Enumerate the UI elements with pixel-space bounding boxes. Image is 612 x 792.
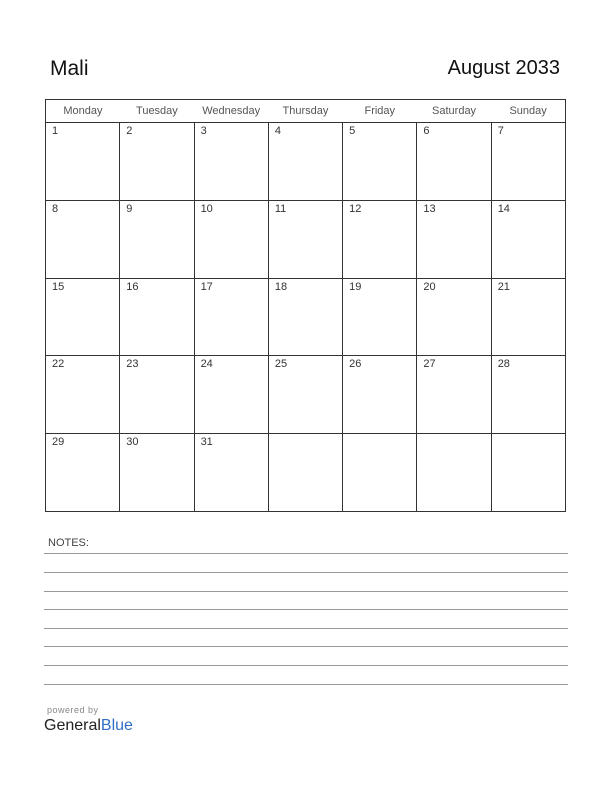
day-number: 8 [52, 202, 59, 215]
week-row [46, 434, 566, 512]
notes-line [44, 553, 568, 554]
day-cell [46, 200, 120, 278]
brand-blue: Blue [100, 717, 133, 734]
day-cell [491, 200, 565, 278]
day-cell [343, 356, 417, 434]
day-cell [120, 356, 194, 434]
day-cell [417, 278, 491, 356]
weekday-header-row [46, 100, 566, 123]
day-number: 16 [126, 280, 139, 293]
weekday-sunday: Sunday [491, 100, 565, 123]
day-number: 22 [52, 358, 65, 371]
day-number: 25 [274, 358, 288, 371]
day-cell [491, 278, 565, 356]
day-cell [194, 356, 268, 434]
day-number: 3 [200, 125, 207, 137]
day-cell [343, 200, 417, 278]
day-number: 1 [52, 125, 59, 137]
week-row [46, 200, 566, 278]
day-number: 24 [200, 358, 213, 371]
day-number: 29 [52, 436, 65, 449]
day-cell [46, 123, 120, 201]
day-cell [417, 123, 491, 201]
day-number: 12 [349, 202, 362, 215]
day-number: 4 [274, 125, 281, 137]
day-cell [417, 356, 491, 434]
weekday-monday: Monday [46, 100, 120, 123]
day-cell [46, 434, 120, 512]
country-title: Mali [50, 57, 89, 80]
day-cell [120, 434, 194, 512]
weekday-tuesday: Tuesday [120, 100, 194, 123]
day-cell [268, 434, 342, 512]
day-cell [491, 123, 565, 201]
day-number: 15 [52, 280, 65, 293]
day-cell [268, 200, 342, 278]
day-number: 10 [200, 202, 213, 215]
notes-line [44, 665, 568, 666]
week-row [46, 278, 566, 356]
notes-line [44, 609, 568, 610]
day-cell [194, 434, 268, 512]
notes-line [44, 628, 568, 629]
day-number: 21 [497, 280, 510, 293]
day-cell [120, 200, 194, 278]
day-cell [268, 356, 342, 434]
day-cell [120, 278, 194, 356]
notes-label: NOTES: [48, 537, 89, 549]
notes-line [44, 572, 568, 573]
day-number: 5 [349, 125, 356, 137]
day-number: 23 [126, 358, 139, 371]
month-year-title: August 2033 [447, 57, 560, 79]
calendar-grid [45, 99, 566, 512]
day-cell [194, 278, 268, 356]
day-cell [46, 278, 120, 356]
day-number: 26 [349, 358, 362, 371]
day-number: 6 [423, 125, 430, 137]
weekday-wednesday: Wednesday [194, 100, 268, 123]
brand-general: General [44, 717, 101, 734]
weekday-friday: Friday [343, 100, 417, 123]
day-number [343, 434, 416, 436]
day-number: 18 [274, 280, 288, 293]
day-cell [46, 356, 120, 434]
day-number: 28 [497, 358, 510, 371]
day-number: 11 [274, 202, 287, 215]
powered-by-label: powered by [47, 705, 99, 715]
weekday-thursday: Thursday [268, 100, 342, 123]
day-cell [343, 123, 417, 201]
day-number: 30 [126, 436, 139, 449]
day-cell [417, 434, 491, 512]
notes-line [44, 591, 568, 592]
day-number: 7 [497, 125, 504, 137]
notes-line [44, 646, 568, 647]
day-cell [268, 278, 342, 356]
weekday-saturday: Saturday [417, 100, 491, 123]
day-cell [417, 200, 491, 278]
day-cell [268, 123, 342, 201]
day-number: 2 [126, 125, 133, 137]
day-number: 14 [497, 202, 510, 215]
day-number [492, 434, 565, 436]
day-number: 13 [423, 202, 436, 215]
week-row [46, 123, 566, 201]
day-number: 20 [423, 280, 436, 293]
day-number: 31 [200, 436, 213, 449]
day-cell [343, 278, 417, 356]
day-cell [491, 356, 565, 434]
day-cell [120, 123, 194, 201]
week-row [46, 356, 566, 434]
day-cell [194, 200, 268, 278]
day-number [417, 434, 490, 436]
day-number: 17 [200, 280, 213, 293]
day-number [269, 434, 342, 436]
day-cell [343, 434, 417, 512]
day-cell [491, 434, 565, 512]
notes-line [44, 684, 568, 685]
day-number: 27 [423, 358, 436, 371]
brand-logo [44, 717, 133, 735]
day-number: 9 [126, 202, 133, 215]
day-cell [194, 123, 268, 201]
day-number: 19 [349, 280, 362, 293]
